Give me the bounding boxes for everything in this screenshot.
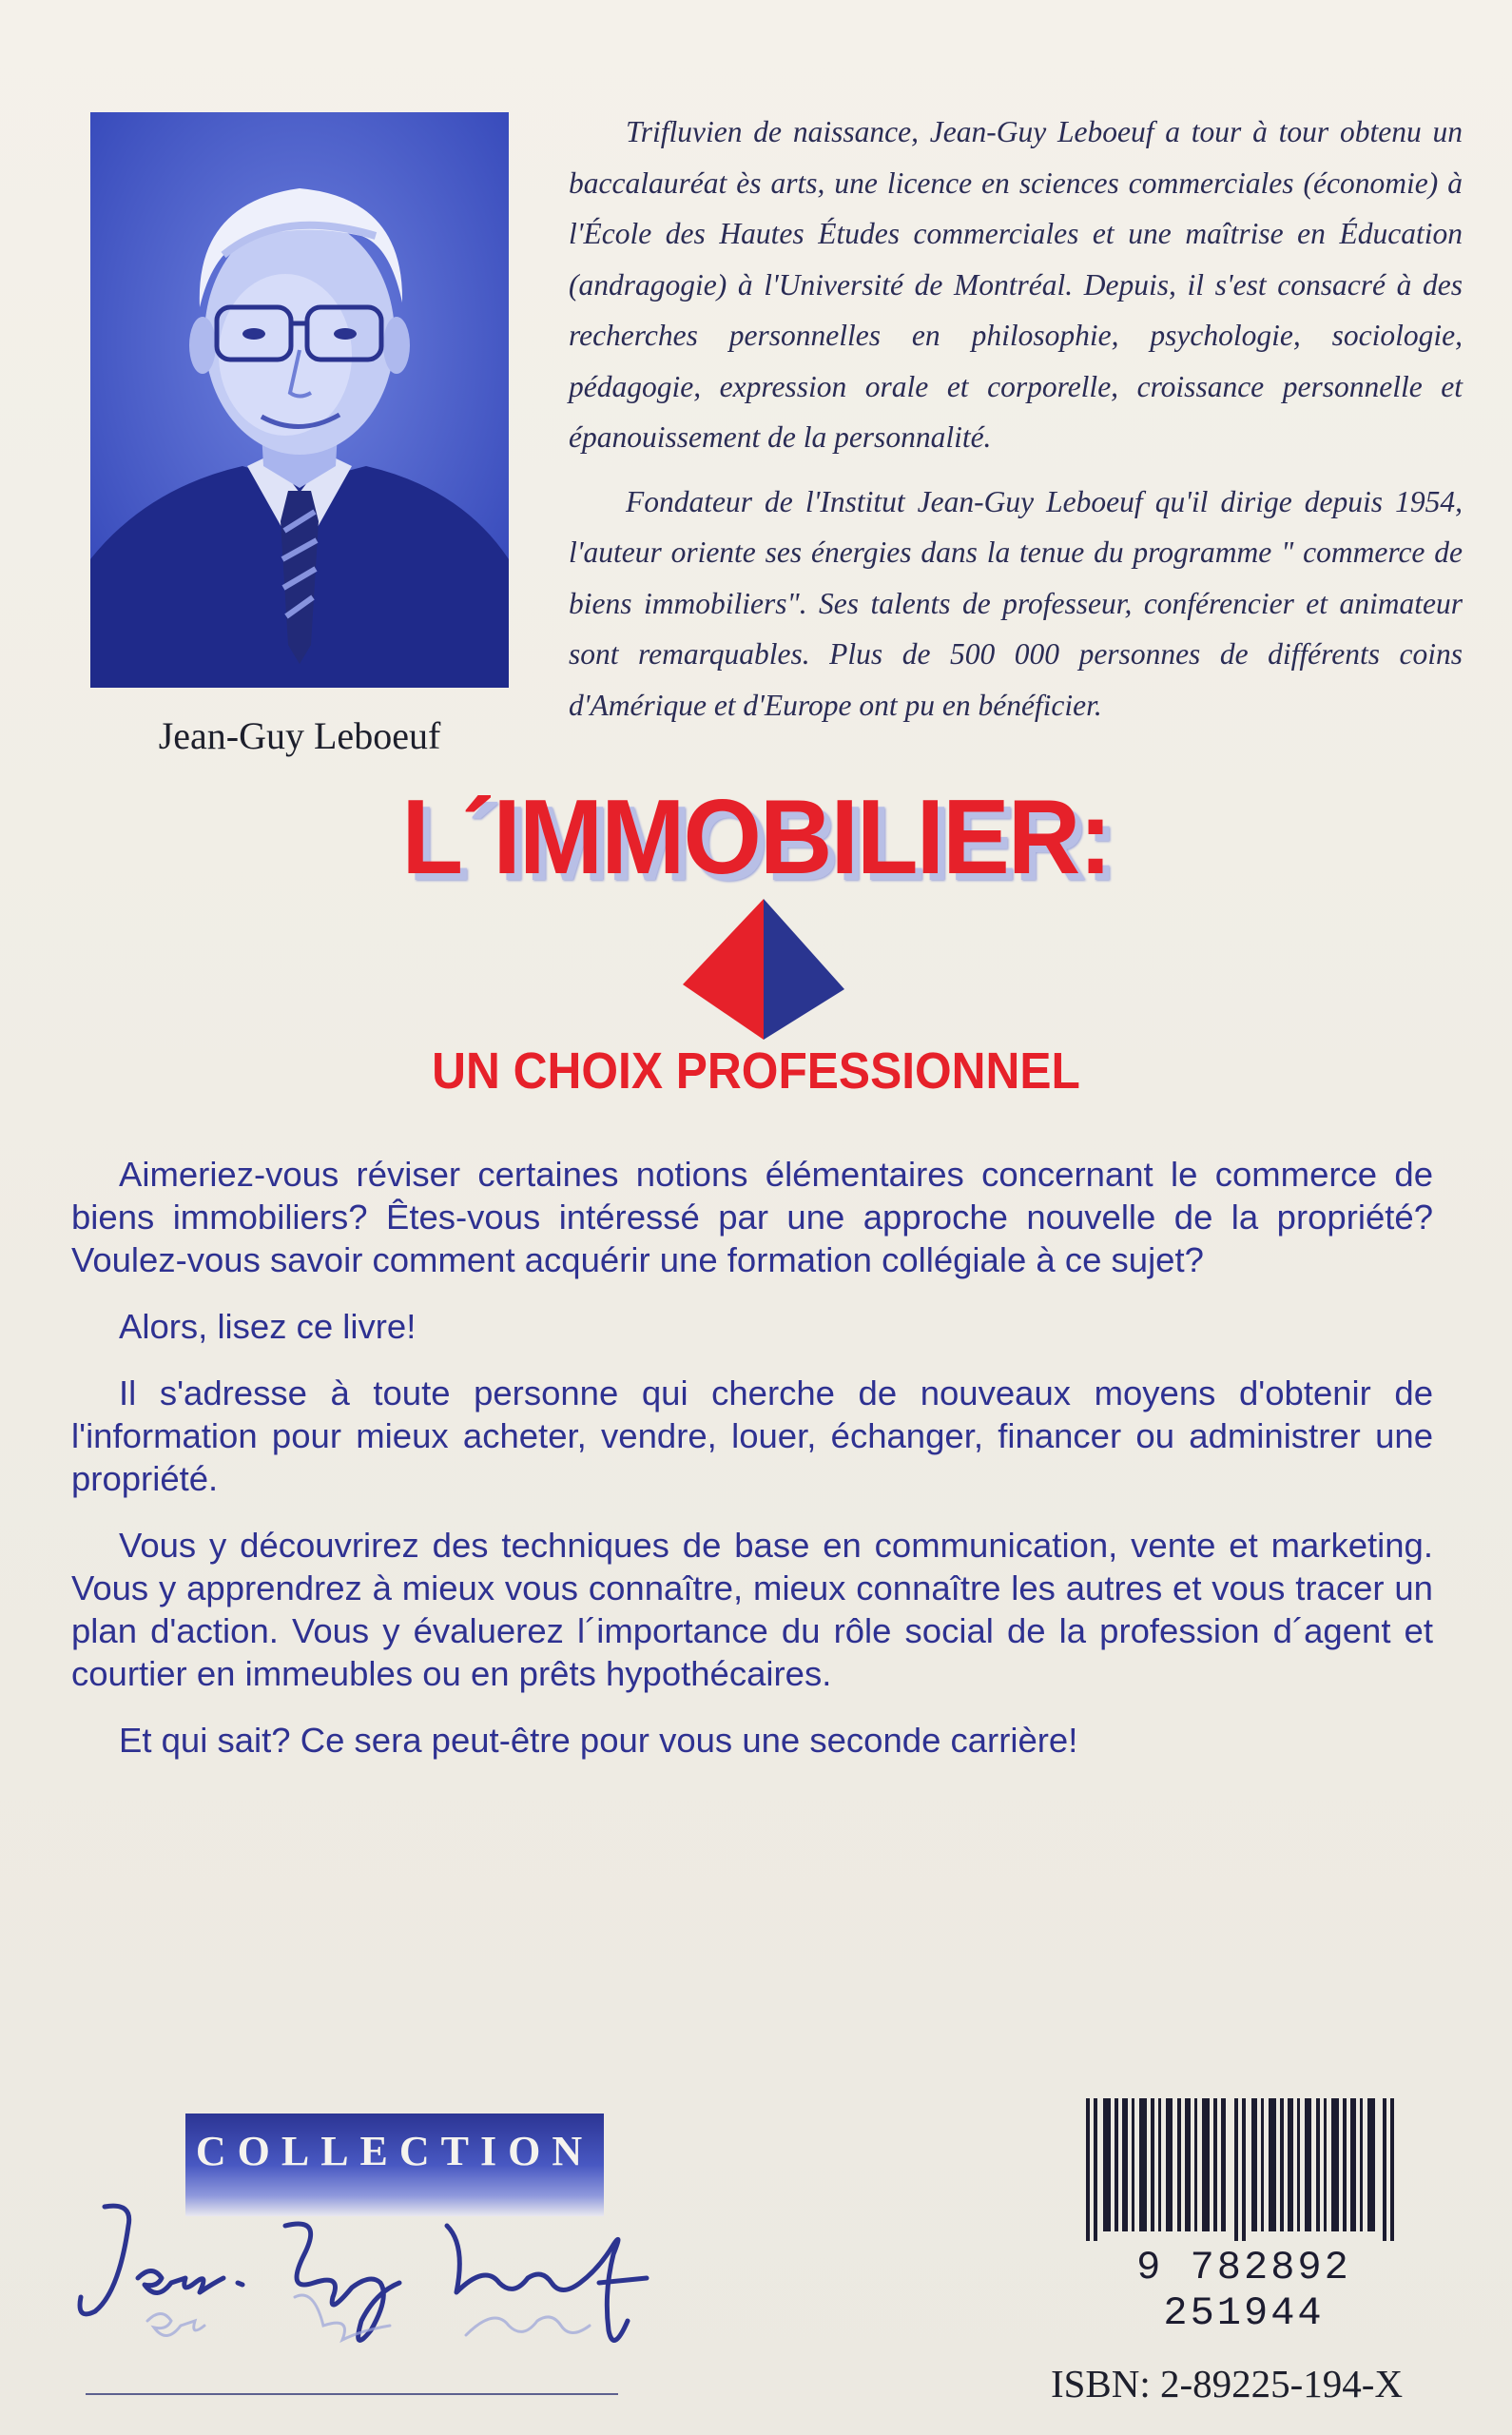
book-subtitle: UN CHOIX PROFESSIONNEL <box>432 1042 1080 1100</box>
collection-label: COLLECTION <box>195 2128 594 2174</box>
bio-paragraph: Fondateur de l'Institut Jean-Guy Leboeuf qu'il dirige depuis 1954, l'auteur oriente ses énergies dans la tenue du programme " commerce de biens immobiliers". Ses talents de professeur, conférencier et animateur sont remarquables. Plus de 500 000 personnes de différents coins d'Amérique et d'Europe ont pu en bénéficier. <box>569 484 1463 722</box>
blurb-paragraph: Et qui sait? Ce sera peut-être pour vous une seconde carrière! <box>119 1721 1078 1760</box>
signature-line <box>86 2393 618 2395</box>
pyramid-logo-icon <box>683 899 844 1042</box>
author-caption: Jean-Guy Leboeuf <box>158 714 441 757</box>
author-photo <box>90 112 509 688</box>
blurb-paragraph: Aimeriez-vous réviser certaines notions élémentaires concernant le commerce de biens immobiliers? Êtes-vous intéressé par une approche nouvelle de la propriété? Voulez-vous savoir comment acquérir une formation collégiale à ce sujet? <box>71 1155 1433 1279</box>
blurb-paragraph: Il s'adresse à toute personne qui cherche de nouveaux moyens d'obtenir de l'information pour mieux acheter, vendre, louer, échanger, financer ou administrer une propriété. <box>71 1373 1433 1498</box>
author-portrait-image <box>90 112 509 688</box>
bio-paragraph: Trifluvien de naissance, Jean-Guy Leboeuf a tour à tour obtenu un baccalauréat ès arts, une licence en sciences commerciales (économie) à l'École des Hautes Études commerciales et une maîtrise en Éducation (andragogie) à l'Université de Montréal. Depuis, il s'est consacré à des recherches personnelles en philosophie, psychologie, sociologie, pédagogie, expression orale et corporelle, croissance personnelle et épanouissement de la personnalité. <box>569 115 1463 454</box>
blurb-paragraph: Vous y découvrirez des techniques de base en communication, vente et marketing. Vous y apprendrez à mieux vous connaître, mieux connaître les autres et vous tracer un plan d'action. Vous y évaluerez l´importance du rôle social de la profession d´agent et courtier en immeubles ou en prêts hypothécaires. <box>71 1526 1433 1693</box>
blurb <box>71 1153 1433 1785</box>
book-title: L´IMMOBILIER: <box>401 778 1111 896</box>
isbn-label: ISBN: 2-89225-194-X <box>1050 2362 1404 2406</box>
signature-logo <box>67 2188 675 2387</box>
barcode-image <box>1082 2098 1405 2241</box>
barcode-digits: 9 782892 251944 <box>1136 2245 1351 2336</box>
author-bio <box>569 107 1463 744</box>
blurb-paragraph: Alors, lisez ce livre! <box>119 1307 417 1346</box>
